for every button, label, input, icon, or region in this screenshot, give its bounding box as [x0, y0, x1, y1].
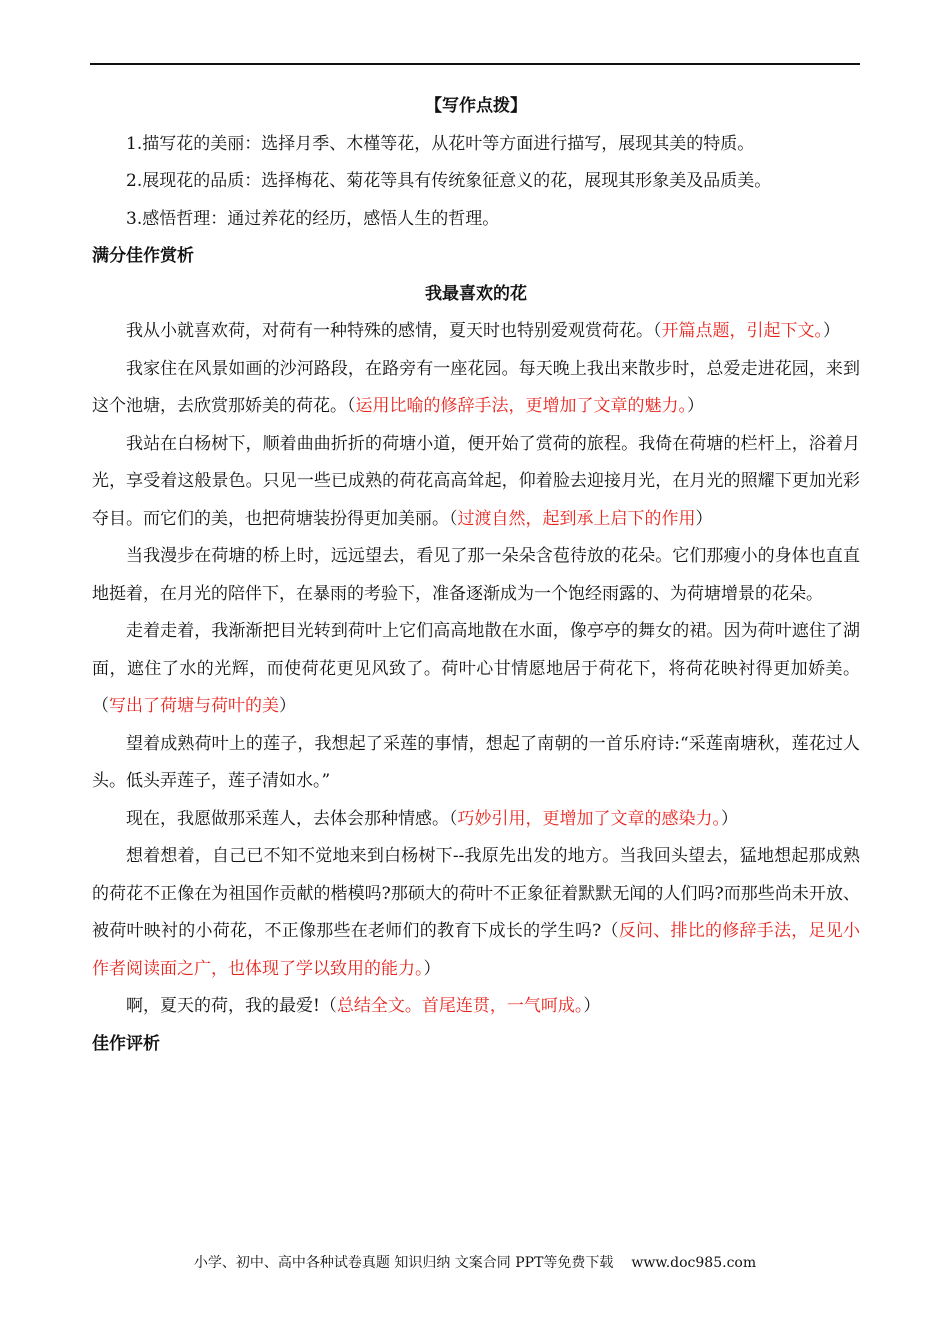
- annotation-close: ）: [695, 508, 713, 529]
- essay-paragraph-7: [92, 801, 860, 839]
- paragraph-text: 我家住在风景如画的沙河路段，在路旁有一座花园。每天晚上我出来散步时，总爱走进花园，来到这个池塘，去欣赏那娇美的荷花。（: [92, 358, 860, 416]
- annotation-close: ）: [423, 958, 441, 979]
- page-content: [92, 88, 860, 1063]
- annotation-close: ）: [687, 396, 704, 416]
- paragraph-text: 走着走着，我渐渐把目光转到荷叶上它们高高地散在水面，像亭亭的舞女的裙。因为荷叶遮住了湖面，遮住了水的光辉，而使荷花更见风致了。荷叶心甘情愿地居于荷花下，将荷花映衬得更加娇美。（: [92, 621, 860, 716]
- review-heading: 佳作评析: [92, 1033, 160, 1054]
- paragraph-text: 我从小就喜欢荷，对荷有一种特殊的感情，夏天时也特别爱观赏荷花。（: [126, 321, 662, 341]
- annotation: 总结全文。首尾连贯，一气呵成。: [336, 996, 584, 1016]
- essay-paragraph-2: [92, 351, 860, 426]
- essay-paragraph-5: [92, 613, 860, 726]
- essay-paragraph-8: [92, 838, 860, 988]
- annotation-close: ）: [823, 321, 840, 341]
- tip-item-1: 1.描写花的美丽：选择月季、木槿等花，从花叶等方面进行描写，展现其美的特质。: [126, 133, 755, 154]
- annotation-close: ）: [279, 696, 296, 716]
- annotation: 反问、排比的修辞手法，足见小作者阅读面之广，也体现了学以致用的能力。: [92, 921, 860, 979]
- tip-item-2: 2.展现花的品质：选择梅花、菊花等具有传统象征意义的花，展现其形象美及品质美。: [126, 171, 772, 191]
- annotation: 运用比喻的修辞手法，更增加了文章的魅力。: [355, 396, 687, 416]
- essay-paragraph-4: [92, 538, 860, 613]
- annotation-close: ）: [721, 808, 738, 829]
- essay-paragraph-6: [92, 726, 860, 801]
- footer-text: 小学、初中、高中各种试卷真题 知识归纳 文案合同 PPT等免费下载: [193, 1255, 614, 1271]
- tip-item-3: 3.感悟哲理：通过养花的经历，感悟人生的哲理。: [126, 208, 500, 229]
- essay-paragraph-1: [92, 313, 860, 351]
- annotation: 写出了荷塘与荷叶的美: [109, 696, 279, 716]
- paragraph-text: 想着想着，自己已不知不觉地来到白杨树下--我原先出发的地方。当我回头望去，猛地想起那成熟的荷花不正像在为祖国作贡献的楷模吗?那硕大的荷叶不正象征着默默无闻的人们吗?而那些尚未开放、被荷叶映衬的小荷花，不正像那些在老师们的教育下成长的学生吗?（: [92, 846, 860, 941]
- annotation: 巧妙引用，更增加了文章的感染力。: [457, 808, 721, 829]
- essay-paragraph-3: [92, 426, 860, 539]
- essay-title: 我最喜欢的花: [425, 283, 527, 304]
- paragraph-text: 我站在白杨树下，顺着曲曲折折的荷塘小道，便开始了赏荷的旅程。我倚在荷塘的栏杆上，浴着月光，享受着这般景色。只见一些已成熟的荷花高高耸起，仰着脸去迎接月光，在月光的照耀下更加光彩夺目。而它们的美，也把荷塘装扮得更加美丽。（: [92, 433, 860, 529]
- annotation: 开篇点题，引起下文。: [661, 321, 823, 341]
- annotation: 过渡自然，起到承上启下的作用: [457, 508, 696, 529]
- section-heading: 满分佳作赏析: [92, 246, 194, 266]
- paragraph-text: 啊，夏天的荷，我的最爱!（: [126, 996, 337, 1016]
- tips-title: 【写作点拨】: [425, 96, 527, 116]
- essay-paragraph-9: [92, 988, 860, 1026]
- paragraph-text: 现在，我愿做那采莲人，去体会那种情感。（: [126, 808, 458, 829]
- page-footer: [0, 1252, 950, 1272]
- paragraph-text: 望着成熟荷叶上的莲子，我想起了采莲的事情，想起了南朝的一首乐府诗:“采莲南塘秋，莲花过人头。低头弄莲子，莲子清如水。”: [92, 733, 860, 791]
- header-rule: [90, 63, 860, 65]
- footer-url[interactable]: www.doc985.com: [631, 1255, 757, 1271]
- annotation-close: ）: [583, 996, 601, 1016]
- paragraph-text: 当我漫步在荷塘的桥上时，远远望去，看见了那一朵朵含苞待放的花朵。它们那瘦小的身体也直直地挺着，在月光的陪伴下，在暴雨的考验下，准备逐渐成为一个饱经雨露的、为荷塘增景的花朵。: [92, 546, 860, 604]
